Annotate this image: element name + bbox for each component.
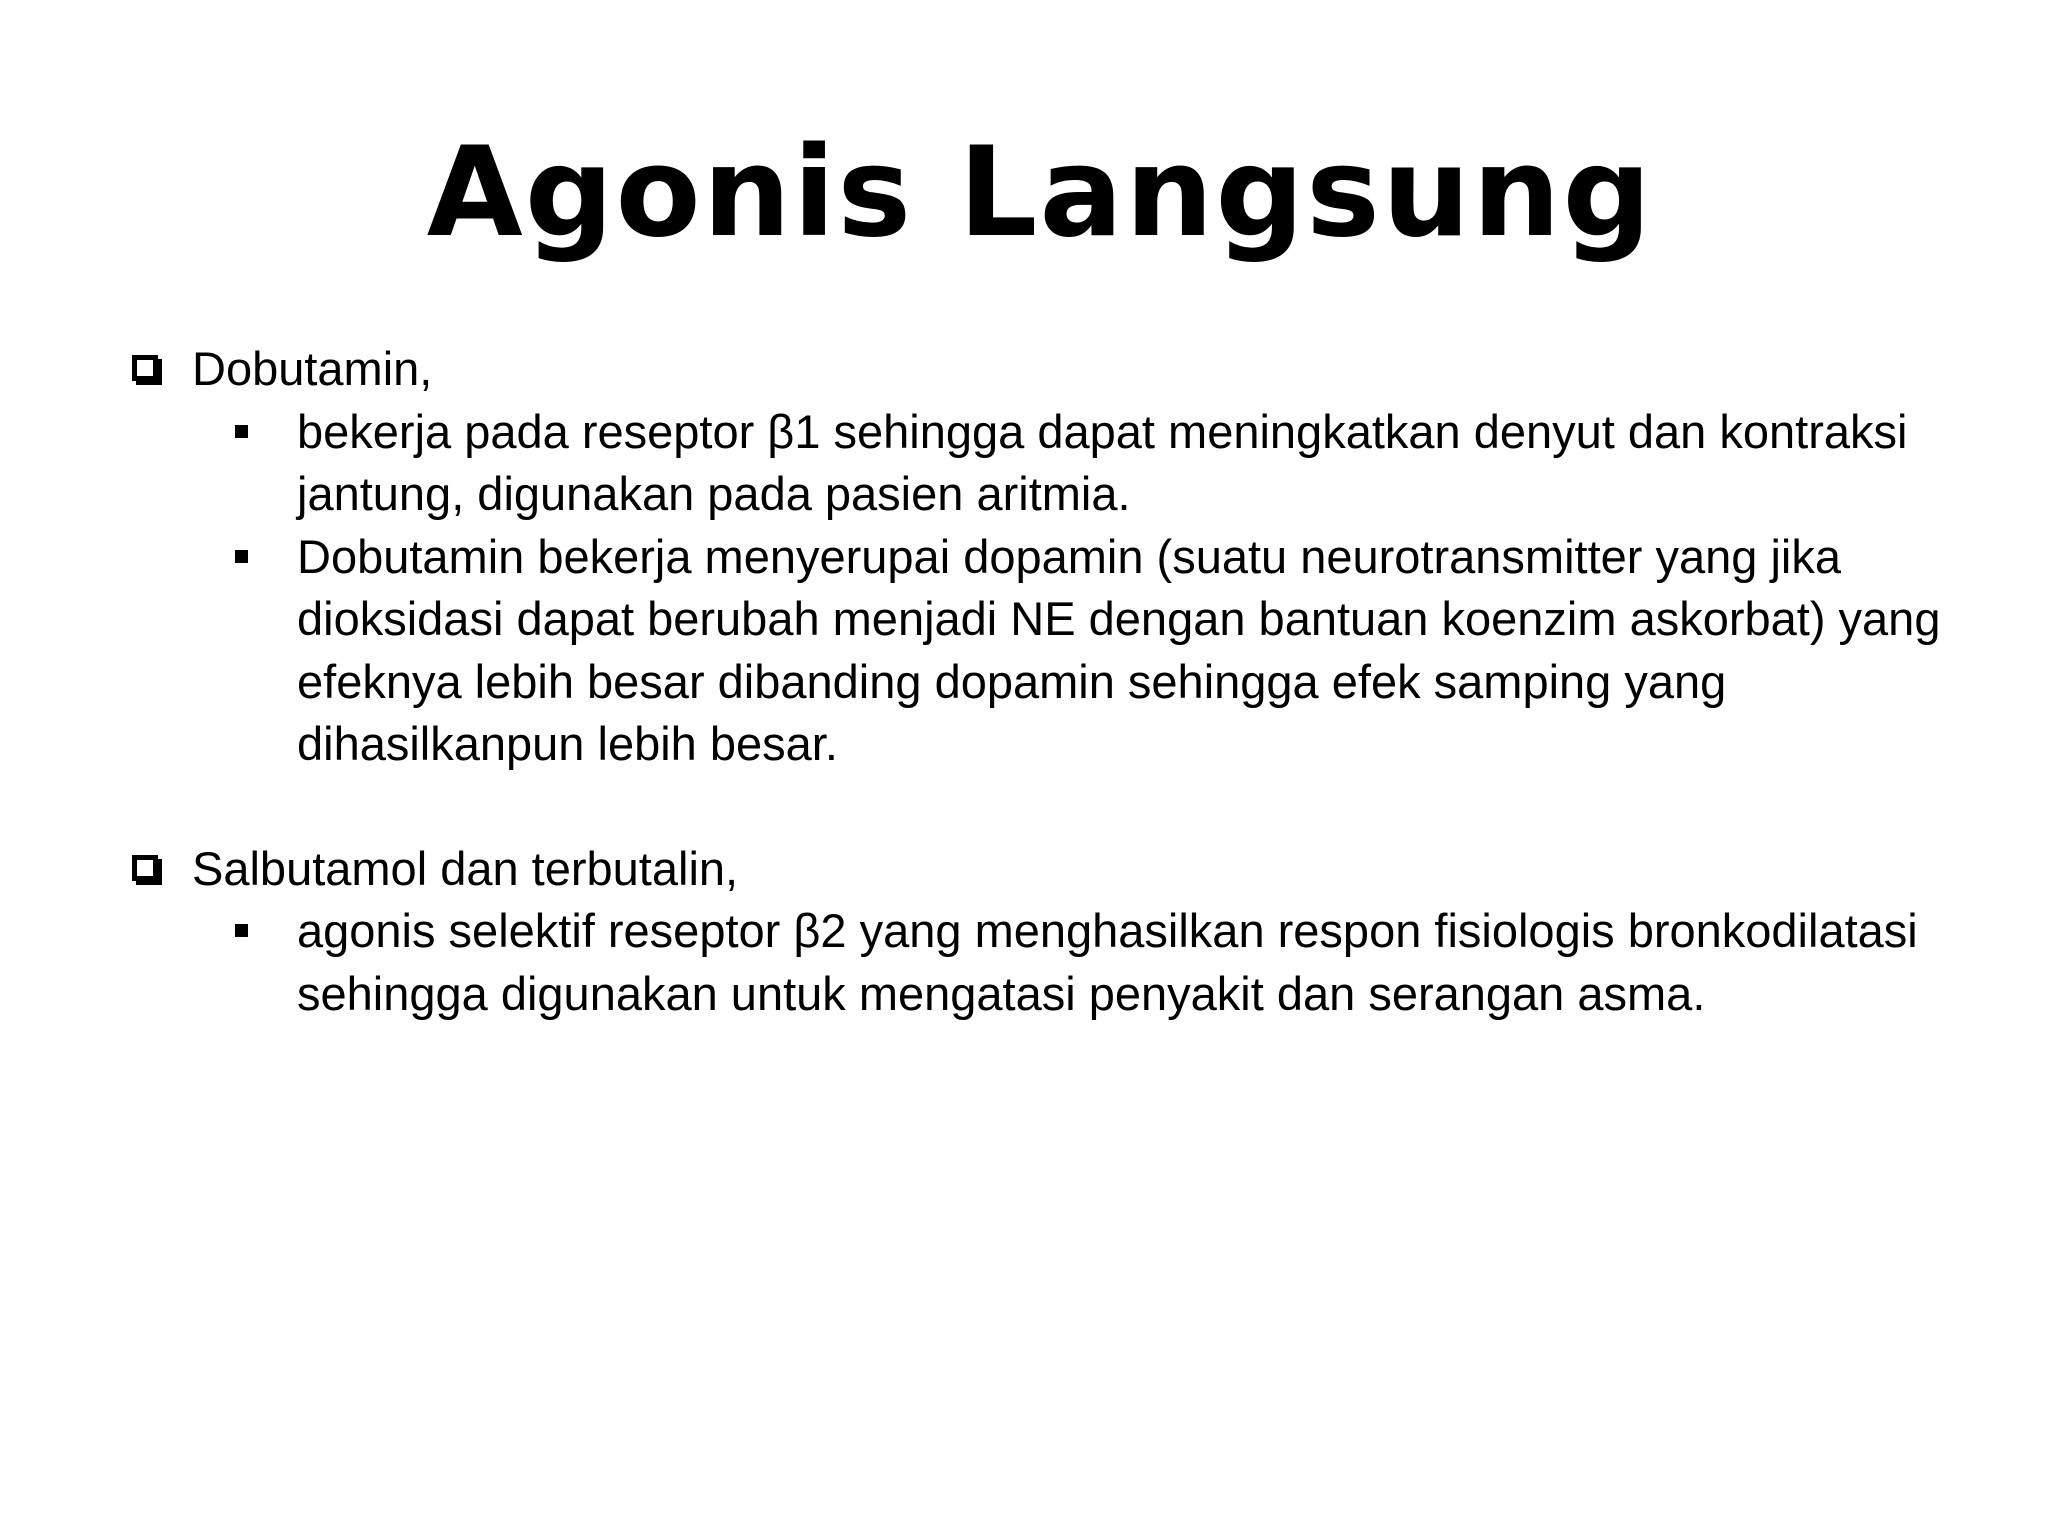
section-heading — [128, 338, 2028, 401]
square-bullet-icon — [235, 425, 248, 438]
section-heading-text: Dobutamin, — [192, 342, 433, 395]
bullet-text: Dobutamin bekerja menyerupai dopamin (suatu neurotransmitter yang jika dioksidasi dapat berubah menjadi NE dengan bantuan koenzim askorbat) yang efeknya lebih besar dibanding dopamin sehingga efek samping yang dihasilkanpun lebih besar. — [297, 529, 1941, 770]
checkbox-icon — [132, 855, 158, 881]
list-item — [128, 401, 2028, 526]
list-item — [128, 900, 2028, 1025]
bullet-list — [128, 900, 2028, 1025]
bullet-list — [128, 401, 2028, 776]
slide-content — [128, 338, 2028, 1025]
section-heading-text: Salbutamol dan terbutalin, — [192, 841, 739, 895]
bullet-text: bekerja pada reseptor β1 sehingga dapat meningkatkan denyut dan kontraksi jantung, digunakan pada pasien aritmia. — [297, 404, 1908, 520]
section-salbutamol — [128, 838, 2028, 1026]
section-heading — [128, 838, 2028, 901]
bullet-text: agonis selektif reseptor β2 yang menghasilkan respon fisiologis bronkodilatasi sehingga digunakan untuk mengatasi penyakit dan serangan asma. — [297, 904, 1918, 1020]
checkbox-icon — [132, 355, 158, 381]
slide-title: Agonis Langsung — [426, 121, 1654, 265]
square-bullet-icon — [235, 924, 248, 937]
list-item — [128, 526, 2028, 776]
square-bullet-icon — [235, 550, 248, 563]
section-dobutamin — [128, 338, 2028, 776]
